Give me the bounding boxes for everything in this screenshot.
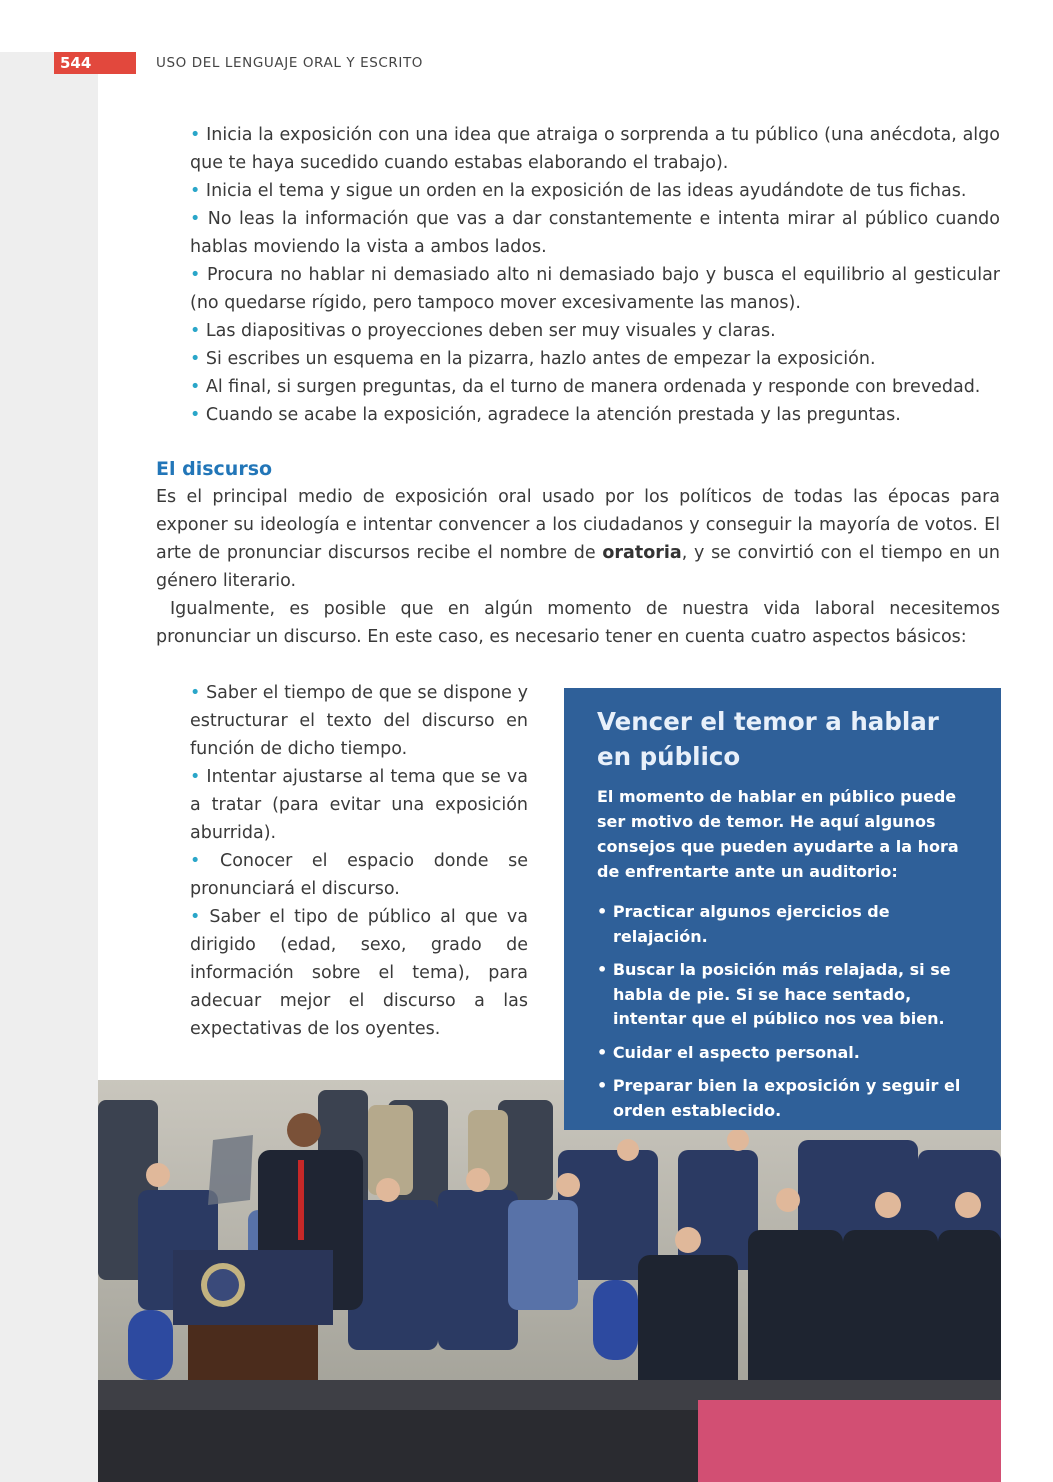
- bullet-icon: •: [597, 960, 608, 979]
- list-item: [190, 345, 1000, 373]
- sidebar-title-line: en público: [597, 742, 741, 771]
- discurso-paragraph-1: [156, 483, 1000, 595]
- paragraph-text: , y se convirtió con el tiempo en un género literario.: [156, 543, 1000, 591]
- bullet-icon: •: [190, 321, 201, 341]
- bullet-icon: •: [190, 265, 201, 285]
- list-item: [597, 1074, 981, 1123]
- list-item-text: Al final, si surgen preguntas, da el turno de manera ordenada y responde con brevedad.: [205, 377, 981, 397]
- list-item: [190, 177, 1000, 205]
- list-item-text: Saber el tipo de público al que va dirigido (edad, sexo, grado de información sobre el tema), para adecuar mejor el discurso a las expectativas de los oyentes.: [190, 907, 528, 1039]
- bullet-icon: •: [190, 377, 201, 397]
- bullet-icon: •: [190, 209, 201, 229]
- bullet-icon: •: [190, 181, 201, 201]
- list-item: [190, 373, 1000, 401]
- list-item: [597, 1041, 981, 1066]
- list-item-text: Conocer el espacio donde se pronunciará el discurso.: [190, 851, 528, 899]
- list-item: [597, 958, 981, 1032]
- sidebar-tips-list: [597, 900, 981, 1123]
- bullet-icon: •: [190, 851, 201, 871]
- top-margin: [0, 0, 1053, 52]
- bullet-icon: •: [190, 405, 201, 425]
- list-item: [597, 900, 981, 949]
- list-item-text: Intentar ajustarse al tema que se va a tratar (para evitar una exposición aburrida).: [190, 767, 528, 843]
- list-item-text: Procura no hablar ni demasiado alto ni demasiado bajo y busca el equilibrio al gesticular (no quedarse rígido, pero tampoco mover excesivamente las manos).: [190, 265, 1000, 313]
- list-item-text: Si escribes un esquema en la pizarra, hazlo antes de empezar la exposición.: [205, 349, 876, 369]
- bullet-icon: •: [190, 767, 201, 787]
- list-item: [190, 903, 528, 1043]
- list-item-text: Cuidar el aspecto personal.: [612, 1042, 860, 1062]
- presentation-tips-list: [190, 121, 1000, 429]
- list-item-text: Preparar bien la exposición y seguir el orden establecido.: [612, 1076, 961, 1120]
- sidebar-title: [597, 704, 981, 774]
- list-item: [190, 401, 1000, 429]
- left-margin-band: [0, 52, 98, 1482]
- list-item-text: Inicia la exposición con una idea que atraiga o sorprenda a tu público (una anécdota, algo que te haya sucedido cuando estabas elaborando el trabajo).: [190, 125, 1000, 173]
- bullet-icon: •: [190, 349, 201, 369]
- list-item-text: No leas la información que vas a dar constantemente e intenta mirar al público cuando hablas moviendo la vista a ambos lados.: [190, 209, 1000, 257]
- bullet-icon: •: [190, 907, 201, 927]
- sidebar-title-line: Vencer el temor a hablar: [597, 707, 939, 736]
- section-title: El discurso: [156, 458, 273, 480]
- list-item-text: Practicar algunos ejercicios de relajación.: [612, 902, 890, 946]
- running-head: USO DEL LENGUAJE ORAL Y ESCRITO: [156, 55, 424, 71]
- ceremony-photo: [98, 1080, 1001, 1482]
- list-item: [190, 317, 1000, 345]
- speech-aspects-list: [190, 679, 528, 1043]
- list-item: [190, 679, 528, 763]
- bullet-icon: •: [597, 902, 608, 921]
- page-number: 544: [54, 52, 136, 74]
- bullet-icon: •: [190, 683, 201, 703]
- list-item: [190, 261, 1000, 317]
- list-item: [190, 847, 528, 903]
- bullet-icon: •: [597, 1042, 608, 1062]
- bullet-icon: •: [190, 125, 201, 145]
- sidebar-intro: El momento de hablar en público puede ser motivo de temor. He aquí algunos consejos que pueden ayudarte a la hora de enfrentarte ante un auditorio:: [597, 787, 959, 881]
- fear-of-speaking-sidebar: [564, 688, 1001, 1130]
- term-oratoria: oratoria: [602, 543, 682, 563]
- list-item: [190, 205, 1000, 261]
- paragraph-text: Es el principal medio de exposición oral usado por los políticos de todas las épocas para exponer su ideología e intentar convencer a los ciudadanos y conseguir la mayoría de votos. El arte de pronunciar discursos recibe el nombre de: [156, 487, 1000, 563]
- discurso-paragraph-2: Igualmente, es posible que en algún momento de nuestra vida laboral necesitemos pronunciar un discurso. En este caso, es necesario tener en cuenta cuatro aspectos básicos:: [156, 599, 1000, 647]
- list-item-text: Inicia el tema y sigue un orden en la exposición de las ideas ayudándote de tus fichas.: [205, 181, 967, 201]
- list-item-text: Cuando se acabe la exposición, agradece la atención prestada y las preguntas.: [205, 405, 901, 425]
- bullet-icon: •: [597, 1076, 608, 1095]
- list-item-text: Las diapositivas o proyecciones deben ser muy visuales y claras.: [205, 321, 776, 341]
- list-item: [190, 121, 1000, 177]
- ceremony-photo-illustration: [98, 1080, 1001, 1482]
- list-item-text: Buscar la posición más relajada, si se habla de pie. Si se hace sentado, intentar que el público nos vea bien.: [612, 960, 951, 1028]
- list-item: [190, 763, 528, 847]
- list-item-text: Saber el tiempo de que se dispone y estructurar el texto del discurso en función de dicho tiempo.: [190, 683, 528, 759]
